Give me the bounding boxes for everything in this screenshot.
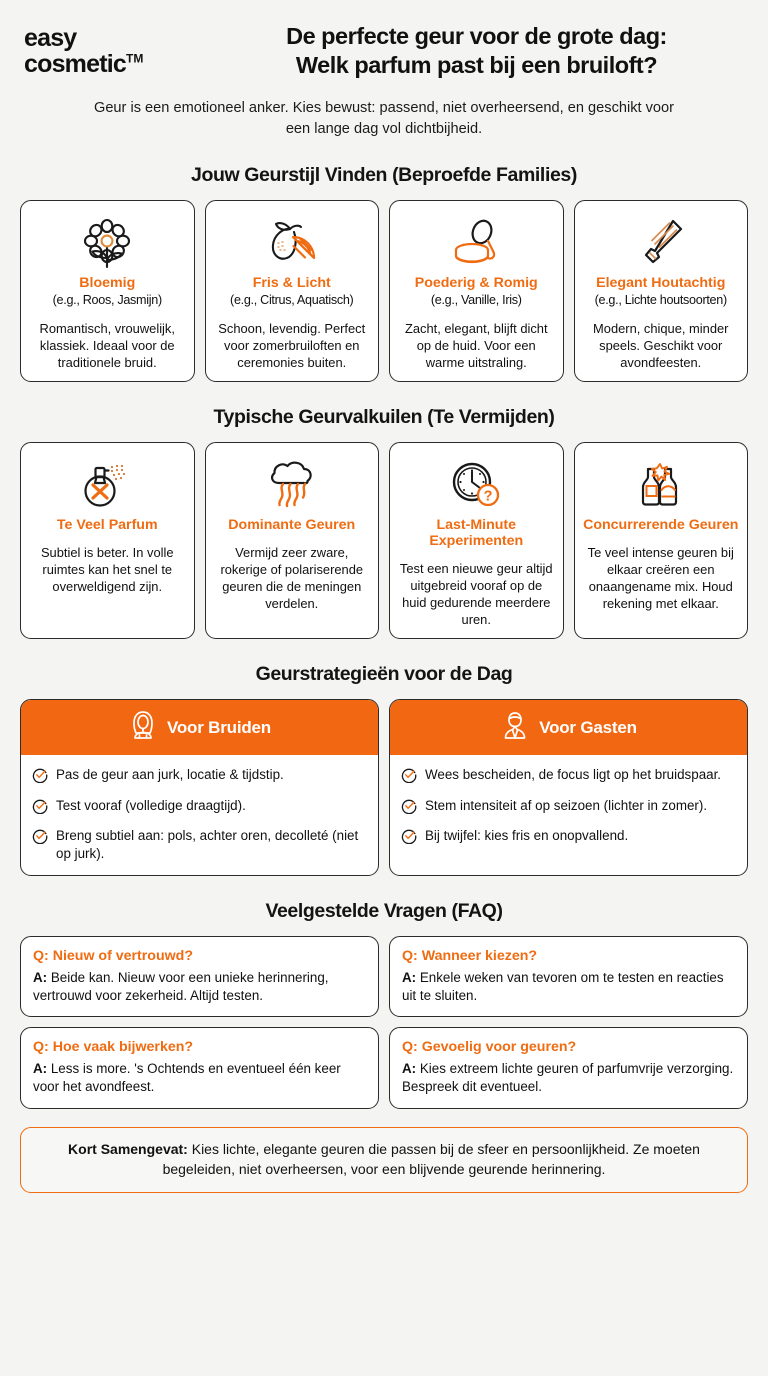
- pitfall-card-last-minute: [389, 442, 564, 640]
- faq-answer: [33, 969, 366, 1004]
- check-circle-icon: [32, 798, 48, 818]
- guest-icon: [500, 709, 530, 746]
- faq-grid-second-row: [20, 1027, 748, 1108]
- check-circle-icon: [401, 828, 417, 848]
- strategy-header-gasten: [390, 700, 747, 755]
- faq-answer-text: Beide kan. Nieuw voor een unieke herinnering, vertrouwd voor zekerheid. Altijd testen.: [33, 970, 329, 1003]
- faq-card: [20, 1027, 379, 1108]
- list-item: [32, 766, 366, 787]
- strategies-section-title: Geurstrategieën voor de Dag: [255, 663, 513, 686]
- list-item: [401, 797, 735, 818]
- faq-answer: [402, 1060, 735, 1095]
- faq-answer-text: Enkele weken van tevoren om te testen en reacties uit te sluiten.: [402, 970, 724, 1003]
- family-title: Elegant Houtachtig: [596, 275, 726, 292]
- strategy-label: Voor Bruiden: [166, 717, 271, 737]
- faq-answer-text: Kies extreem lichte geuren of parfumvrije verzorging. Bespreek dit eventueel.: [402, 1061, 734, 1095]
- pitfall-title: Concurrerende Geuren: [583, 516, 739, 533]
- family-title: Bloemig: [79, 275, 136, 292]
- list-item: [32, 797, 366, 818]
- pitfall-description: Subtiel is beter. In volle ruimtes kan het snel te overweldigend zijn.: [40, 544, 174, 594]
- family-description: Zacht, elegant, blijft dicht op de huid. Voor een warme uitstraling.: [404, 320, 548, 370]
- list-item-text: Stem intensiteit af op seizoen (lichter in zomer).: [425, 797, 708, 813]
- check-circle-icon: [32, 828, 48, 848]
- family-card-elegant-houtachtig: [574, 200, 749, 382]
- list-item-text: Pas de geur aan jurk, locatie & tijdstip.: [56, 767, 284, 783]
- families-grid: [20, 200, 748, 382]
- list-item-text: Bij twijfel: kies fris en onopvallend.: [425, 828, 629, 844]
- family-card-poederig-romig: [389, 200, 564, 382]
- summary-text-line2: Ze moeten begeleiden, niet overheersen, voor een blijvende geurende herinnering.: [162, 1140, 700, 1177]
- pitfall-card-te-veel-parfum: [20, 442, 195, 640]
- strategy-label: Voor Gasten: [539, 717, 637, 737]
- strategy-card-gasten: [389, 699, 748, 876]
- family-description: Modern, chique, minder speels. Geschikt voor avondfeesten.: [593, 320, 729, 370]
- list-item: [401, 827, 735, 848]
- page-subtitle: [20, 98, 748, 140]
- pitfall-card-concurrerende-geuren: [574, 442, 749, 640]
- faq-answer: [33, 1060, 366, 1095]
- faq-answer-prefix: A:: [33, 1061, 48, 1077]
- clock-question-icon: [447, 455, 505, 513]
- faq-answer: [402, 969, 735, 1004]
- strategy-header-bruiden: [21, 700, 378, 755]
- family-card-fris-licht: [205, 200, 380, 382]
- faq-card: [389, 1027, 748, 1108]
- list-item: [401, 766, 735, 787]
- check-circle-icon: [32, 767, 48, 787]
- families-section-title: Jouw Geurstijl Vinden (Beproefde Families): [191, 164, 577, 187]
- faq-answer-prefix: A:: [402, 970, 417, 986]
- family-title: Poederig & Romig: [414, 275, 538, 292]
- pitfall-card-dominante-geuren: [205, 442, 380, 640]
- list-item-text: Breng subtiel aan: pols, achter oren, decolleté (niet op jurk).: [56, 828, 359, 861]
- faq-answer-text: Less is more. 's Ochtends en eventueel één keer voor het avondfeest.: [33, 1061, 341, 1095]
- strategies-grid: [20, 699, 748, 876]
- pitfalls-grid: [20, 442, 748, 640]
- svg-text:?: ?: [483, 487, 493, 504]
- family-example: (e.g., Lichte houtsoorten): [594, 293, 727, 308]
- faq-answer-prefix: A:: [402, 1061, 417, 1077]
- family-title: Fris & Licht: [252, 275, 331, 292]
- faq-card: [20, 936, 379, 1017]
- faq-grid: [20, 936, 748, 1017]
- summary-text-line1: Kies lichte, elegante geuren die passen bij de sfeer en persoonlijkheid.: [187, 1140, 630, 1157]
- strategy-body-bruiden: [21, 755, 378, 875]
- pitfall-description: Te veel intense geuren bij elkaar creëren een onaangename mix. Houd rekening met elkaar.: [587, 544, 734, 612]
- family-example: (e.g., Roos, Jasmijn): [52, 293, 162, 308]
- check-circle-icon: [401, 767, 417, 787]
- strategy-card-bruiden: [20, 699, 379, 876]
- family-example: (e.g., Vanille, Iris): [430, 293, 522, 308]
- strategy-body-gasten: [390, 755, 747, 861]
- faq-question: Q: Wanneer kiezen?: [402, 948, 538, 965]
- subtitle-line1: Geur is een emotioneel anker. Kies bewust: passend, niet overheersend,: [93, 99, 564, 116]
- list-item: [32, 827, 366, 862]
- faq-question: Q: Hoe vaak bijwerken?: [33, 1039, 194, 1056]
- family-example: (e.g., Citrus, Aquatisch): [230, 293, 354, 308]
- brand-line2: cosmetic: [24, 49, 126, 78]
- page-title: [211, 22, 748, 81]
- flower-icon: [80, 213, 134, 271]
- subtitle-line2: en geschikt voor een lange dag vol dichtbijheid.: [285, 99, 675, 137]
- pitfalls-section-title: Typische Geurvalkuilen (Te Vermijden): [213, 405, 555, 428]
- smoke-cloud-icon: [263, 455, 321, 513]
- citrus-icon: [264, 213, 320, 271]
- pitfall-title: Last-Minute Experimenten: [429, 516, 524, 549]
- pitfall-title: Te Veel Parfum: [56, 516, 158, 533]
- family-description: Romantisch, vrouwelijk, klassiek. Ideaal voor de traditionele bruid.: [39, 320, 175, 370]
- pitfall-description: Vermijd zeer zware, rokerige of polariserende geuren die de meningen verdelen.: [220, 544, 364, 612]
- page-title-line1: De perfecte geur voor de grote dag:: [286, 23, 667, 49]
- two-bottles-clash-icon: [632, 455, 690, 513]
- pitfall-title: Dominante Geuren: [228, 516, 356, 533]
- faq-card: [389, 936, 748, 1017]
- pitfall-description: Test een nieuwe geur altijd uitgebreid vooraf op de huid gedurende meerdere uren.: [399, 561, 553, 628]
- faq-section-title: Veelgestelde Vragen (FAQ): [265, 900, 503, 923]
- trademark-symbol: TM: [126, 51, 144, 66]
- header: [20, 0, 748, 81]
- list-item-text: Test vooraf (volledige draagtijd).: [56, 797, 246, 813]
- check-circle-icon: [401, 798, 417, 818]
- family-description: Schoon, levendig. Perfect voor zomerbruiloften en ceremonies buiten.: [218, 320, 366, 370]
- faq-question: Q: Nieuw of vertrouwd?: [33, 948, 194, 965]
- powder-compact-icon: [448, 213, 504, 271]
- faq-question: Q: Gevoelig voor geuren?: [402, 1039, 577, 1056]
- list-item-text: Wees bescheiden, de focus ligt op het bruidspaar.: [425, 767, 722, 783]
- family-card-bloemig: [20, 200, 195, 382]
- faq-answer-prefix: A:: [33, 970, 48, 986]
- perfume-bottle-x-icon: [78, 455, 136, 513]
- summary-box: [20, 1127, 748, 1193]
- brand-logo: [20, 22, 205, 77]
- wood-log-icon: [633, 213, 689, 271]
- brand-line1: easy: [24, 24, 77, 52]
- page-title-line2: Welk parfum past bij een bruiloft?: [295, 52, 658, 79]
- summary-label: Kort Samengevat:: [68, 1140, 188, 1157]
- bride-icon: [128, 709, 158, 746]
